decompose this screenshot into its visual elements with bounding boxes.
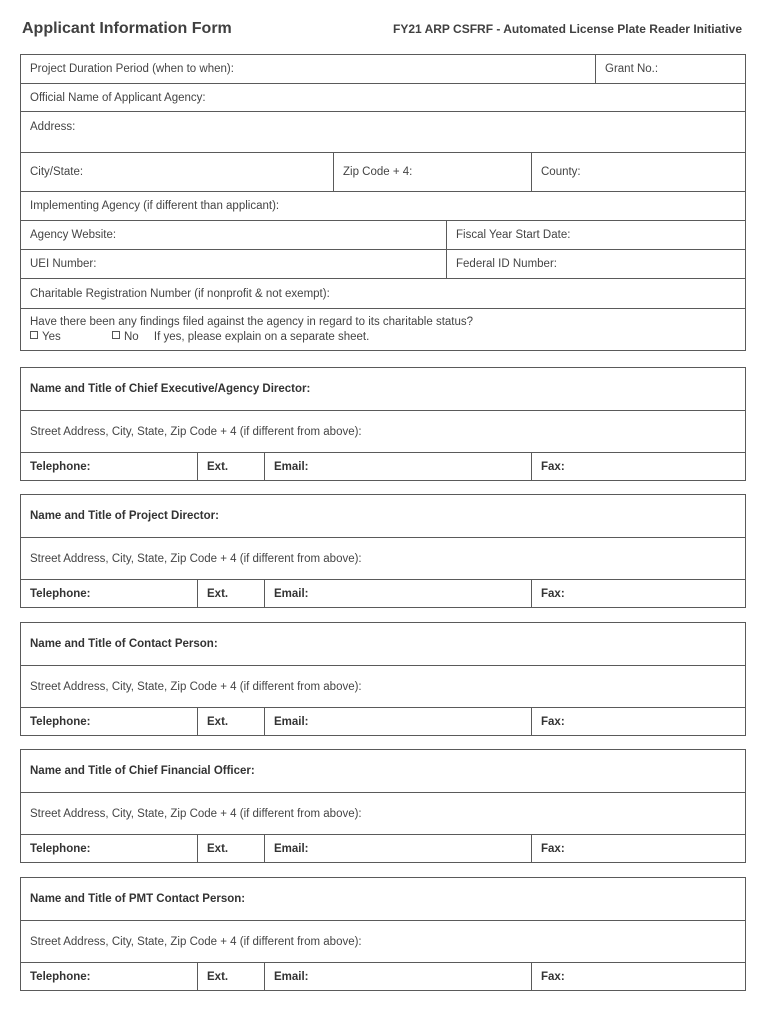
- name-title-label: Name and Title of PMT Contact Person:: [30, 893, 246, 905]
- fax-label: Fax:: [541, 460, 565, 473]
- street-address-label: Street Address, City, State, Zip Code + 4 (if different from above):: [30, 425, 362, 438]
- email-label: Email:: [274, 460, 309, 473]
- yes-label: Yes: [42, 330, 61, 343]
- street-address-label: Street Address, City, State, Zip Code + 4 (if different from above):: [30, 552, 362, 565]
- telephone-label: Telephone:: [30, 842, 91, 855]
- telephone-label: Telephone:: [30, 715, 91, 728]
- name-title-field[interactable]: [21, 368, 745, 410]
- charitable-reg-field[interactable]: [21, 279, 745, 308]
- ext-field[interactable]: [197, 453, 264, 480]
- implementing-agency-field[interactable]: [21, 192, 745, 220]
- federal-id-field[interactable]: [446, 250, 745, 278]
- ext-field[interactable]: [197, 835, 264, 862]
- federal-id-label: Federal ID Number:: [456, 258, 557, 270]
- address-field[interactable]: [21, 112, 745, 152]
- agency-info-table: [20, 54, 746, 351]
- name-title-label: Name and Title of Project Director:: [30, 510, 219, 522]
- charitable-reg-label: Charitable Registration Number (if nonprofit & not exempt):: [30, 287, 330, 300]
- official-name-row: [21, 83, 745, 111]
- project-duration-label: Project Duration Period (when to when):: [30, 63, 234, 75]
- charitable-row: [21, 278, 745, 308]
- no-label: No: [123, 330, 139, 343]
- contact-section-project-director: [20, 494, 746, 608]
- address-label: Address:: [30, 121, 76, 133]
- fax-label: Fax:: [541, 587, 565, 600]
- implementing-row: [21, 191, 745, 220]
- fax-field[interactable]: [531, 835, 745, 862]
- name-title-field[interactable]: [21, 878, 745, 920]
- city-state-field[interactable]: [21, 153, 333, 191]
- fax-field[interactable]: [531, 453, 745, 480]
- ext-label: Ext.: [207, 460, 229, 473]
- fiscal-year-field[interactable]: [446, 221, 745, 249]
- city-row: [21, 152, 745, 191]
- street-address-field[interactable]: [21, 666, 745, 707]
- official-name-label: Official Name of Applicant Agency:: [30, 91, 206, 104]
- grant-no-label: Grant No.:: [605, 63, 659, 75]
- form-subtitle: FY21 ARP CSFRF - Automated License Plate Reader Initiative: [393, 22, 742, 36]
- uei-label: UEI Number:: [30, 258, 97, 270]
- fax-label: Fax:: [541, 715, 565, 728]
- email-field[interactable]: [264, 580, 531, 607]
- telephone-field[interactable]: [21, 835, 197, 862]
- name-title-label: Name and Title of Chief Financial Officer:: [30, 765, 255, 777]
- email-field[interactable]: [264, 963, 531, 990]
- street-address-label: Street Address, City, State, Zip Code + 4 (if different from above):: [30, 680, 362, 693]
- email-label: Email:: [274, 715, 309, 728]
- fax-label: Fax:: [541, 842, 565, 855]
- ext-field[interactable]: [197, 708, 264, 735]
- street-address-field[interactable]: [21, 921, 745, 962]
- grant-no-field[interactable]: [595, 55, 745, 83]
- email-label: Email:: [274, 842, 309, 855]
- telephone-field[interactable]: [21, 580, 197, 607]
- no-checkbox[interactable]: [112, 331, 120, 339]
- ext-field[interactable]: [197, 963, 264, 990]
- city-state-label: City/State:: [30, 166, 84, 178]
- county-label: County:: [541, 166, 581, 178]
- yes-option[interactable]: [30, 330, 61, 345]
- email-field[interactable]: [264, 835, 531, 862]
- form-title: Applicant Information Form: [22, 20, 232, 37]
- findings-row: [21, 308, 745, 350]
- contact-section-contact-person: [20, 622, 746, 736]
- name-title-label: Name and Title of Contact Person:: [30, 638, 218, 650]
- contact-section-pmt: [20, 877, 746, 991]
- telephone-field[interactable]: [21, 708, 197, 735]
- findings-options: [30, 330, 369, 345]
- email-field[interactable]: [264, 708, 531, 735]
- implementing-agency-label: Implementing Agency (if different than applicant):: [30, 200, 280, 212]
- name-title-field[interactable]: [21, 750, 745, 792]
- official-name-field[interactable]: [21, 84, 745, 111]
- street-address-field[interactable]: [21, 793, 745, 834]
- email-label: Email:: [274, 970, 309, 983]
- ext-label: Ext.: [207, 970, 229, 983]
- fax-field[interactable]: [531, 580, 745, 607]
- street-address-field[interactable]: [21, 411, 745, 452]
- name-title-field[interactable]: [21, 495, 745, 537]
- project-duration-field[interactable]: [21, 55, 595, 83]
- fax-field[interactable]: [531, 708, 745, 735]
- website-field[interactable]: [21, 221, 446, 249]
- zip-label: Zip Code + 4:: [343, 166, 413, 178]
- street-address-field[interactable]: [21, 538, 745, 579]
- ext-label: Ext.: [207, 842, 229, 855]
- name-title-label: Name and Title of Chief Executive/Agency Director:: [30, 383, 311, 395]
- duration-row: [21, 55, 745, 83]
- explain-label: If yes, please explain on a separate sheet.: [153, 330, 370, 343]
- county-field[interactable]: [531, 153, 745, 191]
- ext-label: Ext.: [207, 715, 229, 728]
- findings-question: Have there been any findings filed against the agency in regard to its charitable status?: [30, 315, 474, 328]
- telephone-label: Telephone:: [30, 587, 91, 600]
- email-field[interactable]: [264, 453, 531, 480]
- findings-cell: [21, 309, 745, 350]
- address-row: [21, 111, 745, 152]
- telephone-field[interactable]: [21, 963, 197, 990]
- fax-field[interactable]: [531, 963, 745, 990]
- street-address-label: Street Address, City, State, Zip Code + 4 (if different from above):: [30, 935, 362, 948]
- fiscal-year-label: Fiscal Year Start Date:: [456, 229, 571, 241]
- ext-field[interactable]: [197, 580, 264, 607]
- uei-field[interactable]: [21, 250, 446, 278]
- yes-checkbox[interactable]: [30, 331, 38, 339]
- ext-label: Ext.: [207, 587, 229, 600]
- telephone-label: Telephone:: [30, 460, 91, 473]
- contact-section-ceo: [20, 367, 746, 481]
- zip-field[interactable]: [333, 153, 531, 191]
- fax-label: Fax:: [541, 970, 565, 983]
- website-label: Agency Website:: [30, 229, 117, 241]
- website-row: [21, 220, 745, 249]
- name-title-field[interactable]: [21, 623, 745, 665]
- telephone-field[interactable]: [21, 453, 197, 480]
- no-option[interactable]: [112, 330, 139, 345]
- uei-row: [21, 249, 745, 278]
- contact-section-cfo: [20, 749, 746, 863]
- email-label: Email:: [274, 587, 309, 600]
- street-address-label: Street Address, City, State, Zip Code + 4 (if different from above):: [30, 807, 362, 820]
- telephone-label: Telephone:: [30, 970, 91, 983]
